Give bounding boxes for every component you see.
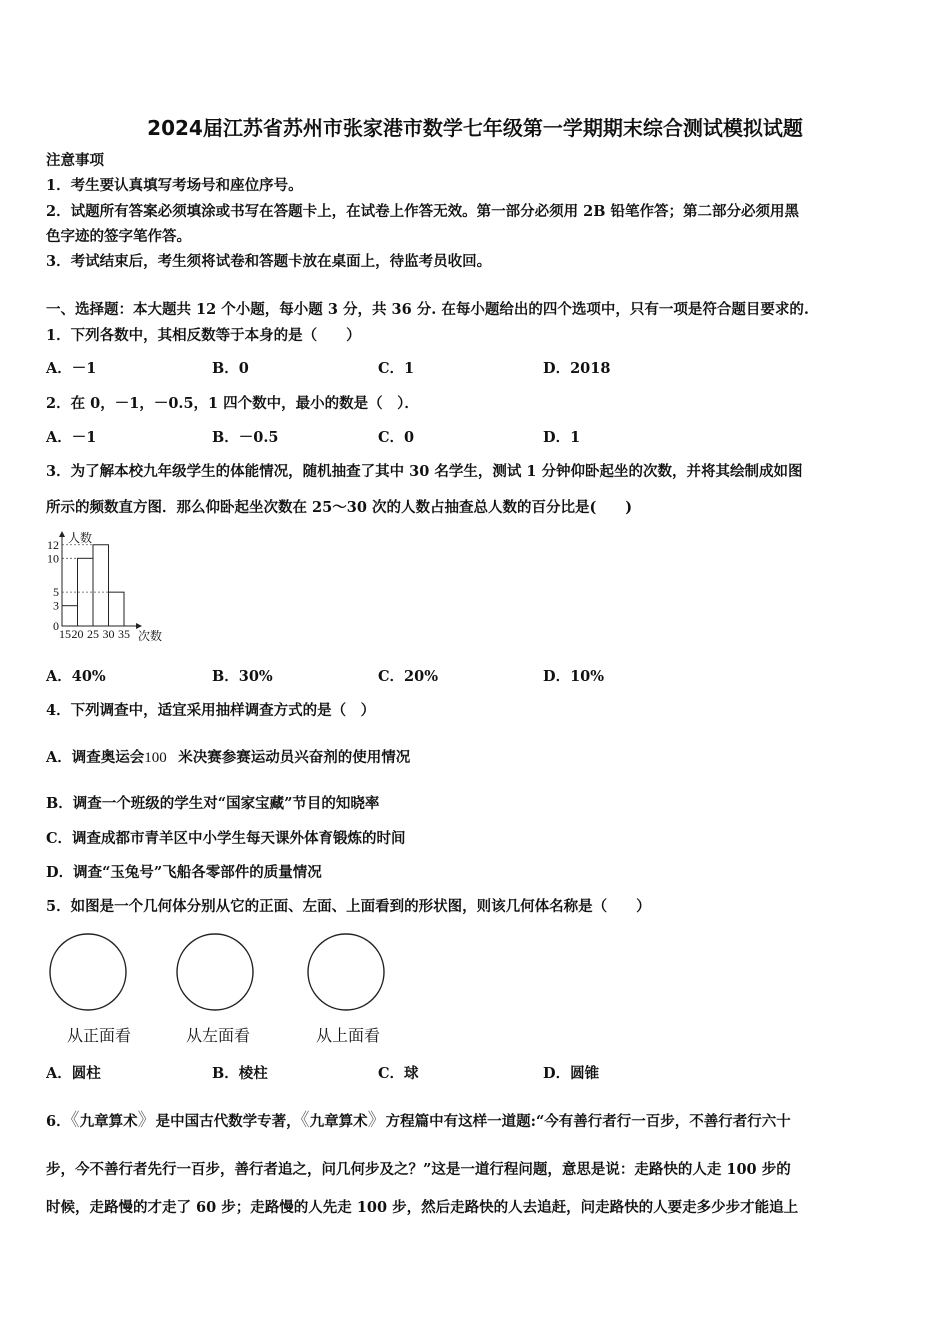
question-5-stem: 5．如图是一个几何体分别从它的正面、左面、上面看到的形状图，则该几何体名称是（ ） [46,898,651,915]
q3-option-b[interactable]: B．30% [212,668,273,685]
q1-option-b[interactable]: B．0 [212,360,249,377]
q4-option-a-number: 100 [144,750,167,766]
left-view-circle [177,934,253,1010]
notice-item: 1．考生要认真填写考场号和座位序号。 [46,177,303,194]
q4-option-a-prefix: A．调查奥运会 [46,749,145,766]
front-view-circle [50,934,126,1010]
top-view-label: 从上面看 [316,1026,381,1045]
q1-option-a[interactable]: A．－1 [46,360,97,377]
question-3-stem-line2: 所示的频数直方图．那么仰卧起坐次数在 25～30 次的人数占抽查总人数的百分比是( ) [46,499,633,516]
x-tick-label: 30 [102,627,115,641]
notice-item: 3．考试结束后，考生须将试卷和答题卡放在桌面上，待监考员收回。 [46,253,492,270]
x-tick-label: 25 [87,627,99,641]
q2-option-d[interactable]: D．1 [543,429,581,446]
q3-option-a[interactable]: A．40% [46,668,106,685]
question-3-stem-line1: 3．为了解本校九年级学生的体能情况，随机抽查了其中 30 名学生，测试 1 分钟仰卧起坐的次数，并将其绘制成如图 [46,463,803,480]
q6-text-mid: 是中国古代数学专著， [155,1113,301,1130]
y-tick-label: 12 [47,537,59,552]
three-views-figure [40,930,400,1020]
q4-option-b[interactable]: B．调查一个班级的学生对“国家宝藏”节目的知晓率 [46,795,380,812]
question-6-line2: 步，今不善行者先行一百步，善行者追之，问几何步及之？”这是一道行程问题，意思是说：走路快的人走 100 步的 [46,1161,791,1178]
q4-option-a-suffix: 米决赛参赛运动员兴奋剂的使用情况 [178,749,411,766]
notice-item: 色字迹的签字笔作答。 [46,228,191,245]
notice-heading: 注意事项 [46,152,104,169]
section-heading: 一、选择题：本大题共 12 个小题，每小题 3 分，共 36 分. 在每小题给出的四个选项中，只有一项是符合题目要求的. [46,301,809,318]
y-axis-label: 人数 [68,531,93,545]
q4-option-d[interactable]: D．调查“玉兔号”飞船各零部件的质量情况 [46,864,322,881]
x-tick-label: 15 [59,627,71,641]
q5-option-a[interactable]: A．圆柱 [46,1065,101,1082]
histogram-bar [93,545,109,626]
page-title: 2024届江苏省苏州市张家港市数学七年级第一学期期末综合测试模拟试题 [147,116,803,140]
notice-item: 2．试题所有答案必须填涂或书写在答题卡上，在试卷上作答无效。第一部分必须用 2B 铅笔作答；第二部分必须用黑 [46,203,800,220]
y-axis-arrow [59,531,65,537]
x-axis-label: 次数 [138,629,163,643]
q2-option-a[interactable]: A．－1 [46,429,97,446]
question-6-line3: 时候，走路慢的才走了 60 步；走路慢的人先走 100 步，然后走路快的人去追赶，问走路快的人要走多少步才能追上 [46,1199,799,1216]
question-4-stem: 4．下列调查中，适宜采用抽样调查方式的是（ ） [46,702,376,719]
book-title-open-mark: 《 [300,1110,310,1131]
q5-option-c[interactable]: C．球 [378,1065,419,1082]
front-view-label: 从正面看 [67,1026,132,1045]
q6-text-rest: 方程篇中有这样一道题:“今有善行者行一百步，不善行者行六十 [385,1113,791,1130]
q6-number: 6． [46,1113,71,1130]
question-2-stem: 2．在 0，－1，－0.5，1 四个数中，最小的数是（ ）． [46,395,419,412]
q6-book-title: 九章算术 [79,1113,138,1130]
q1-option-d[interactable]: D．2018 [543,360,611,377]
q1-option-c[interactable]: C．1 [378,360,415,377]
q2-option-b[interactable]: B．－0.5 [212,429,279,446]
x-tick-label: 20 [71,627,84,641]
histogram-bar [62,606,78,626]
question-1-stem: 1．下列各数中，其相反数等于本身的是（ ） [46,327,361,344]
y-tick-label: 0 [53,619,59,633]
q5-option-b[interactable]: B．棱柱 [212,1065,268,1082]
q2-option-c[interactable]: C．0 [378,429,415,446]
frequency-histogram [40,528,200,646]
q6-book-title: 九章算术 [309,1113,368,1130]
q3-option-c[interactable]: C．20% [378,668,438,685]
q5-option-d[interactable]: D．圆锥 [543,1065,600,1082]
q3-option-d[interactable]: D．10% [543,668,605,685]
q4-option-c[interactable]: C．调查成都市青羊区中小学生每天课外体育锻炼的时间 [46,830,406,847]
book-title-close-mark: 》 [137,1110,156,1131]
y-tick-label: 5 [53,585,59,600]
book-title-close-mark: 》 [367,1110,386,1131]
q4-option-a[interactable] [46,748,410,768]
book-title-open-mark: 《 [70,1110,80,1131]
top-view-circle [308,934,384,1010]
question-6-line1 [46,1111,791,1132]
histogram-bar [109,592,125,626]
y-tick-label: 10 [47,551,59,566]
left-view-label: 从左面看 [186,1026,251,1045]
x-tick-label: 35 [118,627,130,641]
y-tick-label: 3 [53,598,59,613]
